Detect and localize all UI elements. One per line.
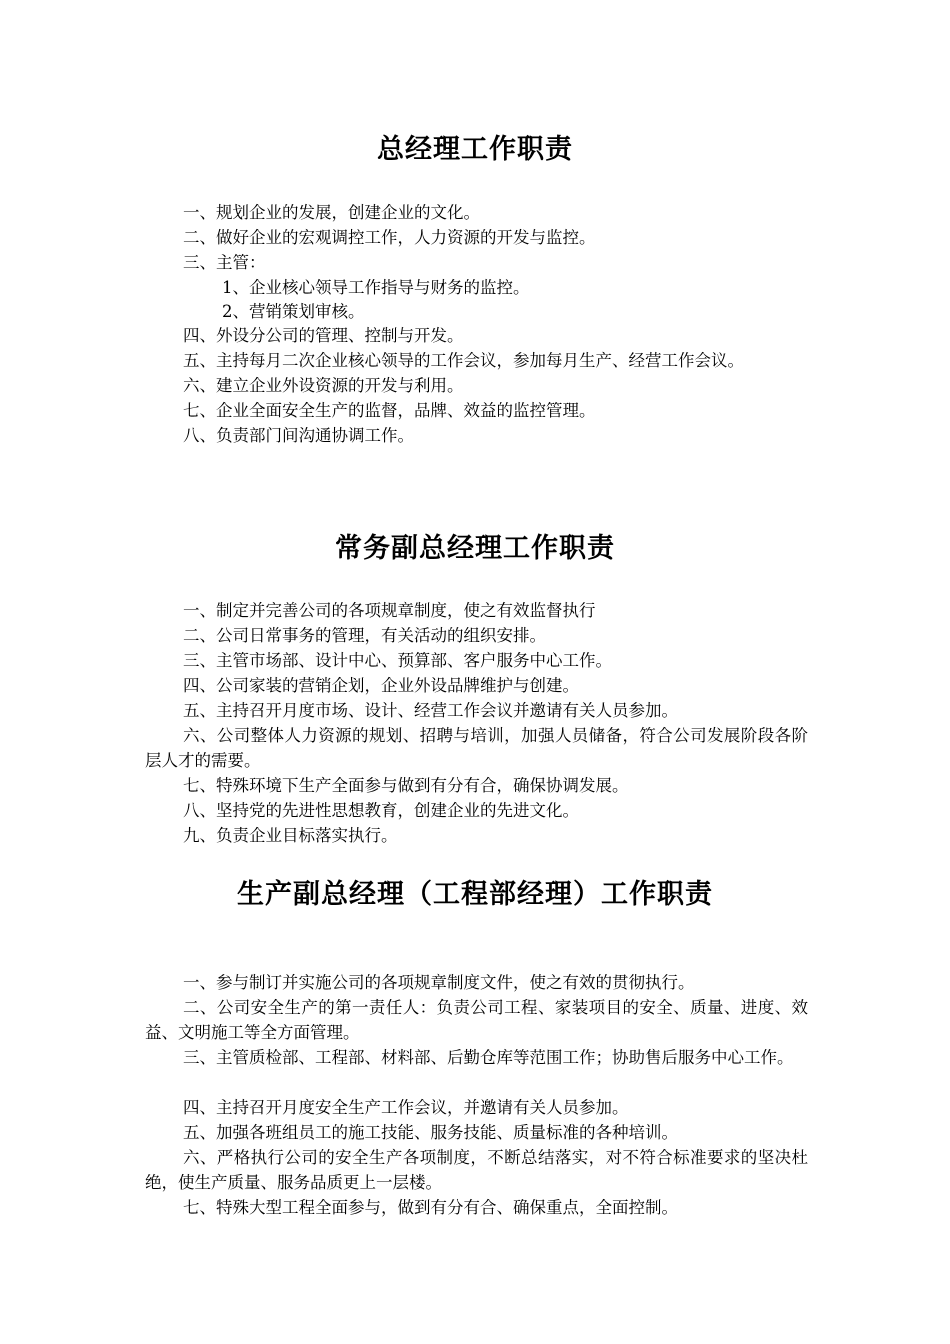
list-item: 四、主持召开月度安全生产工作会议，并邀请有关人员参加。 [183, 1098, 629, 1117]
list-item: 六、建立企业外设资源的开发与利用。 [183, 376, 464, 395]
list-item: 二、公司安全生产的第一责任人：负责公司工程、家装项目的安全、质量、进度、效益、文明施工等全方面管理。 [145, 998, 808, 1042]
list-item: 七、企业全面安全生产的监督，品牌、效益的监控管理。 [183, 401, 596, 420]
list-item: 七、特殊大型工程全面参与，做到有分有合、确保重点，全面控制。 [183, 1198, 678, 1217]
list-item: 六、严格执行公司的安全生产各项制度，不断总结落实，对不符合标准要求的坚决杜绝，使生产质量、服务品质更上一层楼。 [145, 1148, 808, 1192]
list-item: 三、主管质检部、工程部、材料部、后勤仓库等范围工作；协助售后服务中心工作。 [183, 1048, 794, 1067]
list-subitem: 1、企业核心领导工作指导与财务的监控。 [222, 278, 530, 297]
list-item: 二、公司日常事务的管理，有关活动的组织安排。 [183, 626, 546, 645]
list-item: 八、负责部门间沟通协调工作。 [183, 426, 414, 445]
list-item: 八、坚持党的先进性思想教育，创建企业的先进文化。 [183, 801, 579, 820]
list-item: 九、负责企业目标落实执行。 [183, 826, 398, 845]
list-item: 二、做好企业的宏观调控工作，人力资源的开发与监控。 [183, 228, 596, 247]
list-item: 七、特殊环境下生产全面参与做到有分有合，确保协调发展。 [183, 776, 629, 795]
list-item: 五、主持召开月度市场、设计、经营工作会议并邀请有关人员参加。 [183, 701, 678, 720]
list-item: 一、制定并完善公司的各项规章制度，使之有效监督执行 [183, 601, 596, 620]
list-item: 五、加强各班组员工的施工技能、服务技能、质量标准的各种培训。 [183, 1123, 678, 1142]
list-subitem: 2、营销策划审核。 [222, 302, 365, 321]
section-title-general-manager: 总经理工作职责 [377, 134, 573, 165]
section-title-executive-vice-gm: 常务副总经理工作职责 [335, 533, 615, 564]
section-title-production-vice-gm: 生产副总经理（工程部经理）工作职责 [237, 879, 713, 910]
list-item: 四、公司家装的营销企划，企业外设品牌维护与创建。 [183, 676, 579, 695]
list-item: 三、主管市场部、设计中心、预算部、客户服务中心工作。 [183, 651, 612, 670]
list-item: 三、主管： [183, 253, 266, 272]
list-item: 六、公司整体人力资源的规划、招聘与培训，加强人员储备，符合公司发展阶段各阶层人才的需要。 [145, 726, 808, 770]
list-item: 四、外设分公司的管理、控制与开发。 [183, 326, 464, 345]
list-item: 五、主持每月二次企业核心领导的工作会议，参加每月生产、经营工作会议。 [183, 351, 744, 370]
list-item: 一、参与制订并实施公司的各项规章制度文件，使之有效的贯彻执行。 [183, 973, 695, 992]
list-item: 一、规划企业的发展，创建企业的文化。 [183, 203, 480, 222]
